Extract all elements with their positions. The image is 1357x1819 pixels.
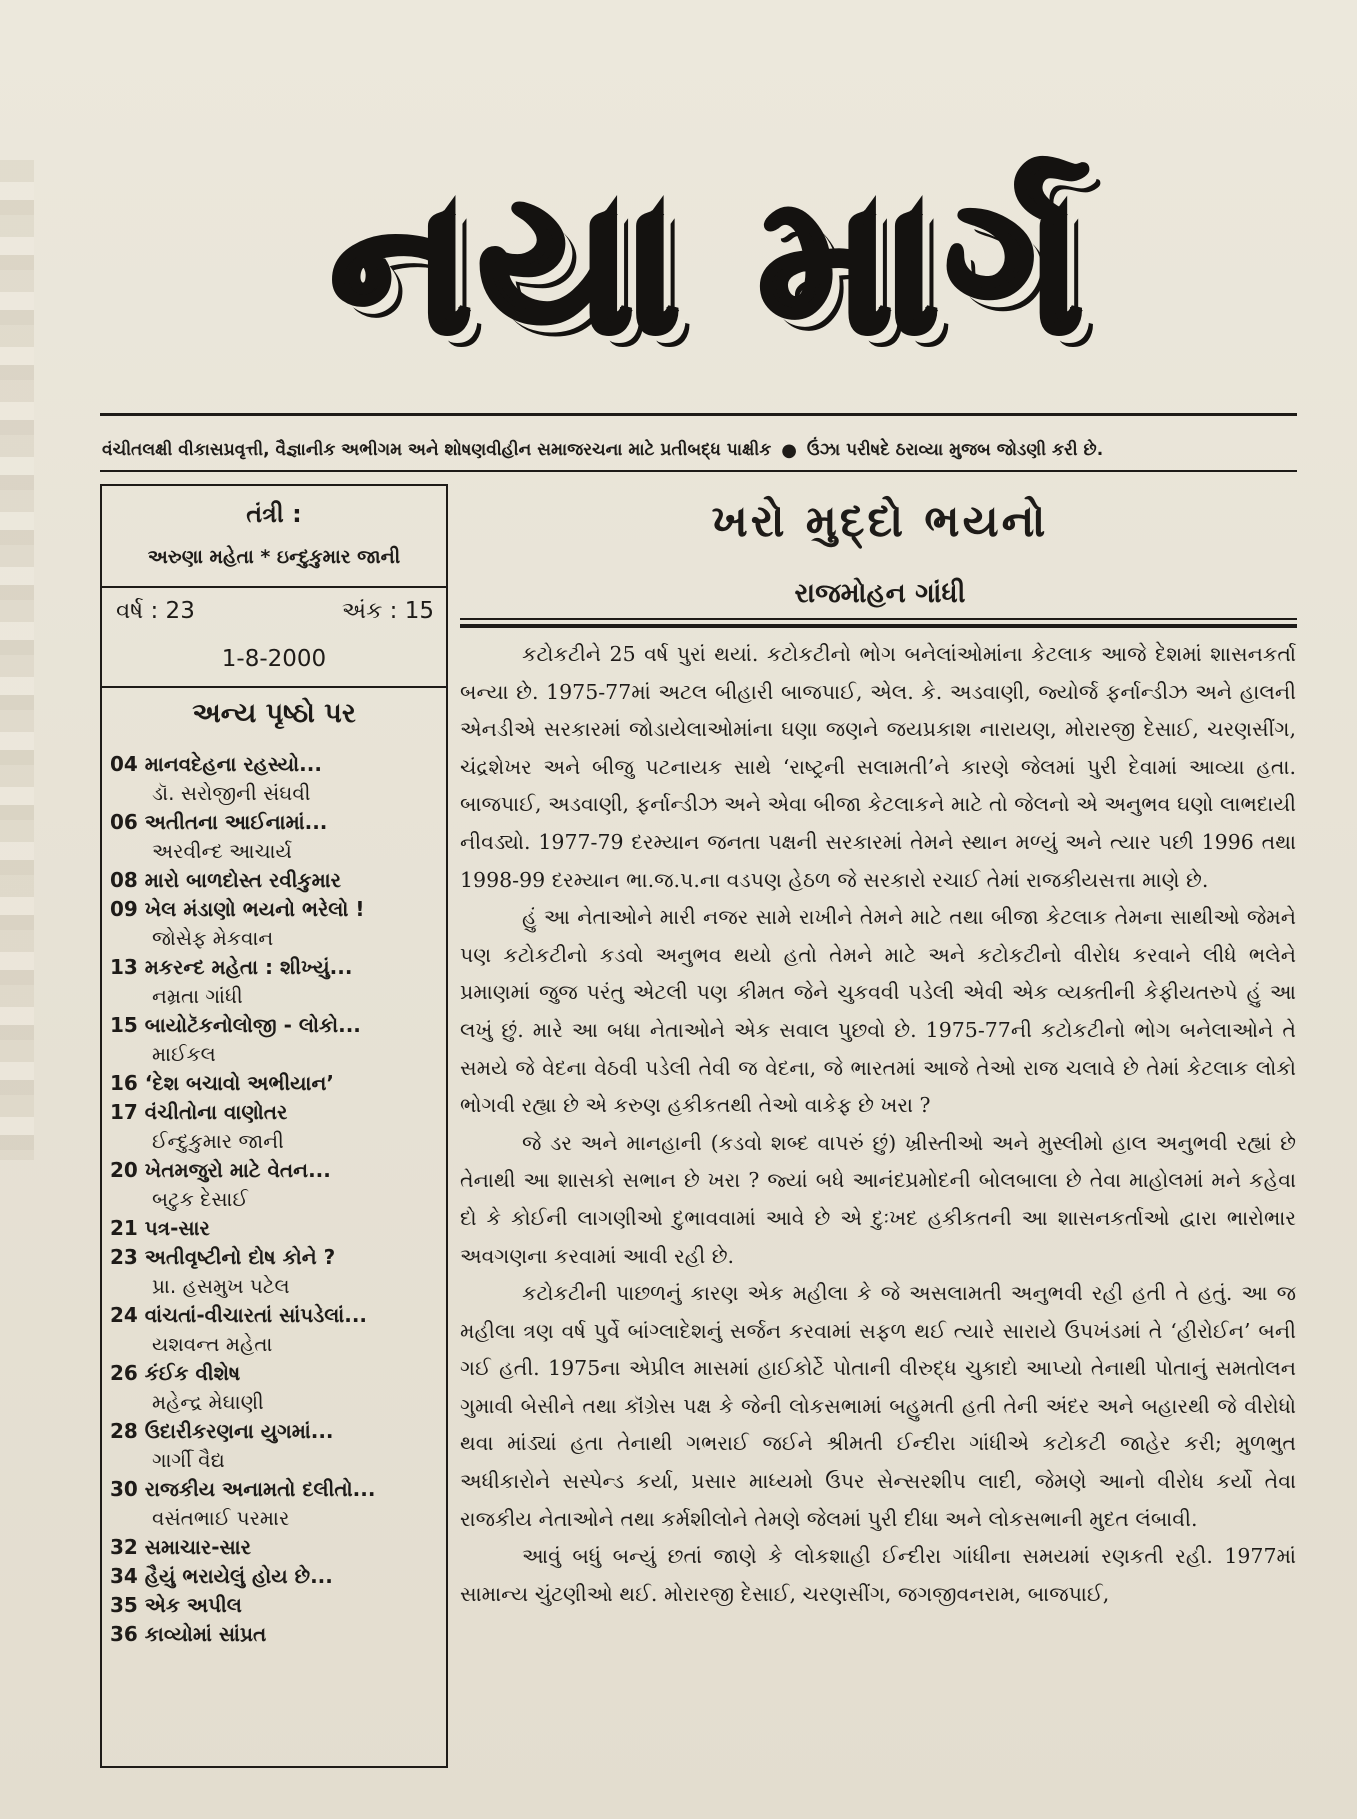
toc-entry <box>110 953 442 1011</box>
article-paragraph: આવું બધું બન્યું છતાં જાણે કે લોકશાહી ઈન્દીરા ગાંધીના સમયમાં રણકતી રહી. 1977માં સામાન્ય ચુંટણીઓ થઈ. મોરારજી દેસાઈ, ચરણસીંગ, જગજીવનરામ, બાજપાઈ, <box>460 1544 1296 1606</box>
editor-label: તંત્રી : <box>246 500 302 528</box>
toc-entry <box>110 1591 442 1620</box>
editor-box <box>102 486 446 588</box>
toc-entry <box>110 866 442 895</box>
masthead <box>210 150 1210 380</box>
toc-entry <box>110 1214 442 1243</box>
bullet-icon: ● <box>781 439 797 461</box>
toc-entry <box>110 1417 442 1475</box>
issue-info <box>116 598 434 624</box>
toc-entry-author: અરવીન્દ આચાર્ય <box>152 839 292 863</box>
toc-entry-title: 24 વાંચતાં-વીચારતાં સાંપડેલાં... <box>110 1303 368 1327</box>
toc-entry-title: 08 મારો બાળદોસ્ત રવીકુમાર <box>110 868 341 892</box>
article-paragraph: જે ડર અને માનહાની (કડવો શબ્દ વાપરું છું) ખ્રીસ્તીઓ અને મુસ્લીમો હાલ અનુભવી રહ્યાં છે તેનાથી આ શાસકો સભાન છે ખરા ? જ્યાં બધે આનંદપ્રમોદની બોલબાલા છે તેવા માહોલમાં મને કહેવા દો કે કોઈની લાગણીઓ દુભાવવામાં આવે છે એ દુઃખદ હકીકતની આ શાસનકર્તાઓ દ્વારા ભારોભાર અવગણના કરવામાં આવી રહી છે. <box>460 1130 1296 1268</box>
toc-entry-author: ઈન્દુકુમાર જાની <box>152 1129 284 1153</box>
torn-page-edge <box>0 160 34 1160</box>
article-paragraph: કટોકટીની પાછળનું કારણ એક મહીલા કે જે અસલામતી અનુભવી રહી હતી તે હતું. આ જ મહીલા ત્રણ વર્ષ પુર્વે બાંગ્લાદેશનું સર્જન કરવામાં સફળ થઈ ત્યારે સારાયે ઉપખંડમાં તે ‘હીરોઈન’ બની ગઈ હતી. 1975ના એપ્રીલ માસમાં હાઈકોર્ટે પોતાની વીરુદ્ધ ચુકાદો આપ્યો તેનાથી પોતાનું સમતોલન ગુમાવી બેસીને તથા કૉંગ્રેસ પક્ષ કે જેની લોકસભામાં બહુમતી હતી તેની અંદર અને બહારથી જે વીરોધો થવા માંડ્યાં હતા તેનાથી ગભરાઈ જઈને શ્રીમતી ઈન્દીરા ગાંધીએ કટોકટી જાહેર કરી; મુળભુત અધીકારોને સસ્પેન્ડ કર્યા, પ્રસાર માધ્યમો ઉપર સેન્સરશીપ લાદી, જેમણે આનો વીરોધ કર્યો તેવા રાજકીય નેતાઓને તથા કર્મશીલોને તેમણે જેલમાં પુરી દીધા અને લોકસભાની મુદત લંબાવી. <box>460 1281 1296 1531</box>
toc-entry <box>110 1011 442 1069</box>
toc-entry-title: 36 કાવ્યોમાં સાંપ્રત <box>110 1622 267 1646</box>
toc-entry-author: જોસેફ મેકવાન <box>152 926 274 950</box>
toc-entry <box>110 808 442 866</box>
toc-entry-author: ડૉ. સરોજીની સંઘવી <box>152 781 311 805</box>
sidebar-divider <box>102 686 446 688</box>
toc-entry <box>110 1301 442 1359</box>
article-rule-thick <box>460 624 1297 628</box>
toc-list <box>110 750 442 1649</box>
article-rule-thin <box>460 618 1297 620</box>
article-title: ખરો મુદ્દો ભયનો <box>711 496 1049 547</box>
toc-entry <box>110 1156 442 1214</box>
toc-entry <box>110 1069 442 1098</box>
toc-entry-title: 35 એક અપીલ <box>110 1593 242 1617</box>
toc-entry-title: 06 અતીતના આઈનામાં... <box>110 810 328 834</box>
masthead-rule-top <box>100 413 1297 416</box>
tagline-note: ઉંઝા પરીષદે ઠરાવ્યા મુજબ જોડણી કરી છે. <box>806 440 1104 460</box>
toc-entry <box>110 1359 442 1417</box>
contents-sidebar <box>100 484 448 1768</box>
article-paragraph: હું આ નેતાઓને મારી નજર સામે રાખીને તેમને માટે તથા બીજા કેટલાક તેમના સાથીઓ જેમને પણ કટોકટીનો કડવો અનુભવ થયો હતો તેમને માટે અને કટોકટીનો વીરોધ કરવાને લીધે ભલેને પ્રમાણમાં જુજ પરંતુ એટલી પણ કીમત જેને ચુકવવી પડેલી એવી એક વ્યક્તીની કેફીયતરુપે હું આ લખું છું. મારે આ બધા નેતાઓને એક સવાલ પુછવો છે. 1975-77ની કટોકટીનો ભોગ બનેલાઓને તે સમયે જે વેદના વેઠવી પડેલી તેવી જ વેદના, જે ભારતમાં આજે તેઓ રાજ ચલાવે છે તેમાં કેટલાક લોકો ભોગવી રહ્યા છે એ કરુણ હકીકતથી તેઓ વાકેફ છે ખરા ? <box>460 905 1296 1118</box>
toc-entry-author: વસંતભાઈ પરમાર <box>152 1506 290 1530</box>
toc-entry <box>110 1533 442 1562</box>
toc-entry-title: 21 પત્ર-સાર <box>110 1216 210 1240</box>
toc-entry-author: નમ્રતા ગાંધી <box>152 984 243 1008</box>
issue-date: 1-8-2000 <box>221 646 327 672</box>
tagline-text: વંચીતલક્ષી વીકાસપ્રવૃત્તી, વૈજ્ઞાનીક અભીગમ અને શોષણવીહીન સમાજરચના માટે પ્રતીબદ્ધ પાક્ષીક <box>102 440 772 460</box>
toc-entry-title: 28 ઉદારીકરણના યુગમાં... <box>110 1419 334 1443</box>
toc-entry-title: 20 ખેતમજુરો માટે વેતન... <box>110 1158 331 1182</box>
toc-entry <box>110 895 442 953</box>
toc-entry <box>110 1562 442 1591</box>
masthead-rule-bottom <box>100 470 1297 472</box>
toc-entry-title: 32 સમાચાર-સાર <box>110 1535 251 1559</box>
toc-entry-author: ગાર્ગી વૈદ્ય <box>152 1448 225 1472</box>
toc-entry-title: 09 ખેલ મંડાણો ભયનો ભરેલો ! <box>110 897 365 921</box>
toc-entry-title: 26 કંઈક વીશેષ <box>110 1361 241 1385</box>
issue-number: અંક : 15 <box>341 598 434 624</box>
toc-entry-author: માઈકલ <box>152 1042 216 1066</box>
toc-entry-author: બટુક દેસાઈ <box>152 1187 248 1211</box>
toc-entry-author: મહેન્દ્ર મેઘાણી <box>152 1390 264 1414</box>
toc-entry <box>110 1475 442 1533</box>
editor-names: અરુણા મહેતા * ઇન્દુકુમાર જાની <box>147 546 401 568</box>
toc-entry-title: 04 માનવદેહના રહસ્યો... <box>110 752 322 776</box>
article-paragraph: કટોકટીને 25 વર્ષ પુરાં થયાં. કટોકટીનો ભોગ બનેલાંઓમાંના કેટલાક આજે દેશમાં શાસનકર્તા બન્યા છે. 1975-77માં અટલ બીહારી બાજપાઈ, એલ. કે. અડવાણી, જ્યોર્જ ફર્નાન્ડીઝ અને હાલની એનડીએ સરકારમાં જોડાયેલાઓમાંના ઘણા જણને જયપ્રકાશ નારાયણ, મોરારજી દેસાઈ, ચરણસીંગ, ચંદ્રશેખર અને બીજુ પટનાયક સાથે ‘રાષ્ટ્રની સલામતી’ને કારણે જેલમાં પુરી દેવામાં આવ્યા હતા. બાજપાઈ, અડવાણી, ફર્નાન્ડીઝ અને એવા બીજા કેટલાકને માટે તો જેલનો એ અનુભવ ઘણો લાભદાયી નીવડ્યો. 1977-79 દરમ્યાન જનતા પક્ષની સરકારમાં તેમને સ્થાન મળ્યું અને ત્યાર પછી 1996 તથા 1998-99 દરમ્યાન ભા.જ.પ.ના વડપણ હેઠળ જે સરકારો રચાઈ તેમાં રાજકીયસત્તા માણે છે. <box>460 642 1296 892</box>
issue-year: વર્ષ : 23 <box>116 598 195 624</box>
toc-entry-title: 13 મકરન્દ મહેતા : શીખ્યું... <box>110 955 353 979</box>
toc-entry-title: 15 બાયોટૅકનોલોજી - લોકો... <box>110 1013 361 1037</box>
masthead-title: નયા માર્ગ <box>330 154 1090 375</box>
toc-entry-title: 30 રાજકીય અનામતો દલીતો... <box>110 1477 376 1501</box>
toc-entry-title: 34 હૈયું ભરાયેલું હોય છે... <box>110 1564 333 1588</box>
tagline <box>102 432 1297 468</box>
toc-entry <box>110 750 442 808</box>
toc-entry-title: 16 ‘દેશ બચાવો અભીયાન’ <box>110 1071 334 1095</box>
toc-heading: અન્ય પૃષ્ઠો પર <box>192 698 356 729</box>
toc-entry <box>110 1243 442 1301</box>
toc-entry <box>110 1098 442 1156</box>
toc-entry-title: 17 વંચીતોના વાણોતર <box>110 1100 288 1124</box>
toc-entry-title: 23 અતીવૃષ્ટીનો દોષ કોને ? <box>110 1245 336 1269</box>
toc-entry-author: પ્રા. હસમુખ પટેલ <box>152 1274 290 1298</box>
toc-entry-author: યશવન્ત મહેતા <box>152 1332 273 1356</box>
article-author: રાજમોહન ગાંધી <box>794 578 966 609</box>
toc-entry <box>110 1620 442 1649</box>
article-body <box>460 636 1296 1613</box>
